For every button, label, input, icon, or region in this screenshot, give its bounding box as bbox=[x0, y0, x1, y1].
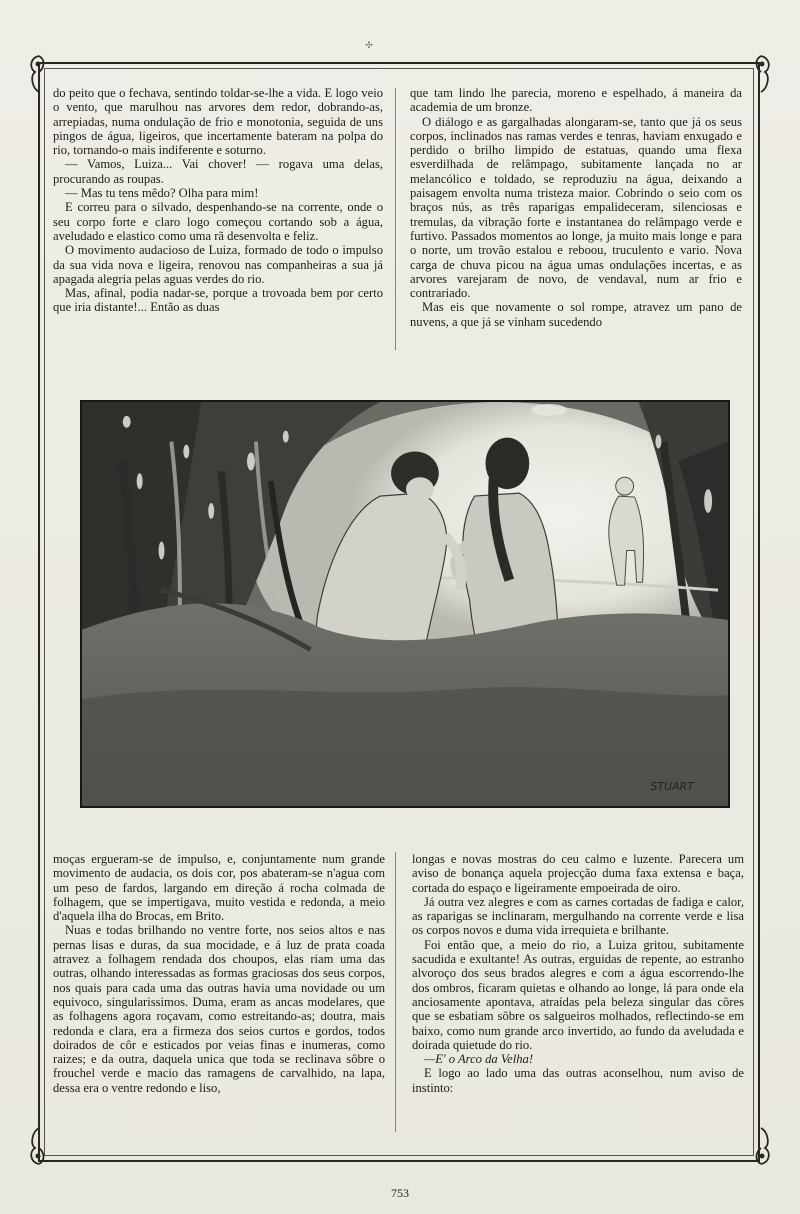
bathers-illustration bbox=[80, 400, 730, 808]
paragraph: que tam lindo lhe parecia, moreno e espelhado, á maneira da academia de um bronze. bbox=[410, 86, 742, 115]
text-column-top-left bbox=[53, 86, 383, 315]
paragraph: — Mas tu tens mêdo? Olha para mim! bbox=[65, 186, 259, 201]
paragraph: O movimento audacioso de Luiza, formado de todo o impulso da sua vida nova e ligeira, renovou nas companheiras a sua já apagada alegria pelas aguas verdes do rio. bbox=[53, 243, 383, 286]
top-ornament-icon: ✣ bbox=[365, 40, 373, 50]
corner-ornament-icon bbox=[748, 54, 774, 94]
paragraph: E logo ao lado uma das outras aconselhou, num aviso de instinto: bbox=[412, 1066, 744, 1095]
corner-ornament-icon bbox=[26, 1126, 52, 1166]
paragraph: do peito que o fechava, sentindo toldar-se-lhe a vida. E logo veio o vento, que marulhou nas arvores dem redor, dobrando-as, arrepiadas, numa ondulação de frio e monotonia, seguida de uns pingos de água, ligeiros, que incertamente bateram na polpa do rio, tornando-o mais indiferente e soturno. bbox=[53, 86, 383, 158]
paragraph-exclamation: —E' o Arco da Velha! bbox=[424, 1052, 534, 1067]
paragraph: Já outra vez alegres e com as carnes cortadas de fadiga e calor, as raparigas se inclinaram, mergulhando na corrente verde e lisa os corpos novos e duma vida irrequieta e brilhante. bbox=[412, 894, 744, 938]
page-number: 753 bbox=[391, 1186, 409, 1200]
column-divider bbox=[395, 852, 396, 1132]
corner-ornament-icon bbox=[26, 54, 52, 94]
paragraph: moças ergueram-se de impulso, e, conjuntamente num grande movimento de audacia, os dois cor, pos abateram-se n'agua com um peso de fardos, largando em direção á rocha colmada de folhagem, que se impertigava, muito vestida e redonda, a meio d'aquela ilha do Brocas, em Brito. bbox=[53, 852, 385, 924]
column-divider bbox=[395, 88, 396, 350]
paragraph: Mas, afinal, podia nadar-se, porque a trovoada bem por certo que iria distante!... Então as duas bbox=[53, 286, 383, 315]
corner-ornament-icon bbox=[748, 1126, 774, 1166]
paragraph: E correu para o silvado, despenhando-se na corrente, onde o seu corpo forte e claro logo começou cortando sob a água, aveludado e elastico como uma rã desenvolta e feliz. bbox=[53, 200, 383, 243]
text-column-bottom-left bbox=[53, 852, 385, 1095]
paragraph: — Vamos, Luiza... Vai chover! — rogava uma delas, procurando as roupas. bbox=[53, 157, 383, 186]
paragraph: O diálogo e as gargalhadas alongaram-se, tanto que já os seus corpos, inclinados nas ramas verdes e tenras, haviam enxugado e perdido o brilho limpido de estatuas, quando uma flexa esverdilhada de relâmpago, subitamente lançada no ar melancólico e toldado, se reproduziu na água, deixando a paisagem envolta numa tristeza maior. Cobrindo o seio com os braços nús, as três raparigas empalideceram, silenciosas e tremulas, da vibração forte e instantanea do relâmpago verde e furtivo. Passados momentos ao longe, ja muito mais longe e para o norte, um trovão estalou e reboou, truculento e vario. Nova carga de chuva picou na água umas ondulações incertas, e as arvores varejaram de novo, de vendaval, num ar frio e contrariado. bbox=[410, 114, 742, 301]
paragraph: Nuas e todas brilhando no ventre forte, nos seios altos e nas pernas lisas e duras, da sua mocidade, e á luz de prata coada atravez a folhagem rendada dos choupos, elas riam uma das outras, olhando interessadas as formas graciosas dos seus corpos, nos quais para cada uma das outras havia uma novidade ou um equivoco, singularissimos. Duma, eram as ancas modelares, que as folhagens agora roçavam, como estreitando-as; doutra, mais redonda e clara, era a firmeza dos seios curtos e gordos, todos doirados de côr e esticados por veias finas e inumeras, como raizes; e da outra, daquela unica que toda se reclinava sôbre o frouchel verde e macio das ramagens de carvalhido, na lapa, dessa era o ventre redondo e liso, bbox=[53, 923, 385, 1095]
artist-signature: STUART bbox=[650, 780, 694, 794]
paragraph: Mas eis que novamente o sol rompe, atravez um pano de nuvens, a que já se vinham sucedendo bbox=[410, 300, 742, 329]
text-column-top-right bbox=[410, 86, 742, 329]
text-column-bottom-right bbox=[412, 852, 744, 1095]
paragraph: Foi então que, a meio do rio, a Luiza gritou, subitamente sacudida e exultante! As outras, erguidas de repente, ao estranho alvoroço dos seus brados alegres e com a água escorrendo-lhe dos ombros, ficaram quietas e olhando ao longe, lá para onde ela anciosamente apontava, atraídas pela beleza singular das côres que se esbatiam sôbre os salgueiros molhados, reflectindo-se em baixo, como num grande arco invertido, ao fundo da aveludada e doirada quietude do rio. bbox=[412, 937, 744, 1052]
paragraph: longas e novas mostras do ceu calmo e luzente. Parecera um aviso de bonança aquela projecção duma faxa extensa e baça, cortada do espaço e ligeiramente empoeirada de oiro. bbox=[412, 852, 744, 895]
